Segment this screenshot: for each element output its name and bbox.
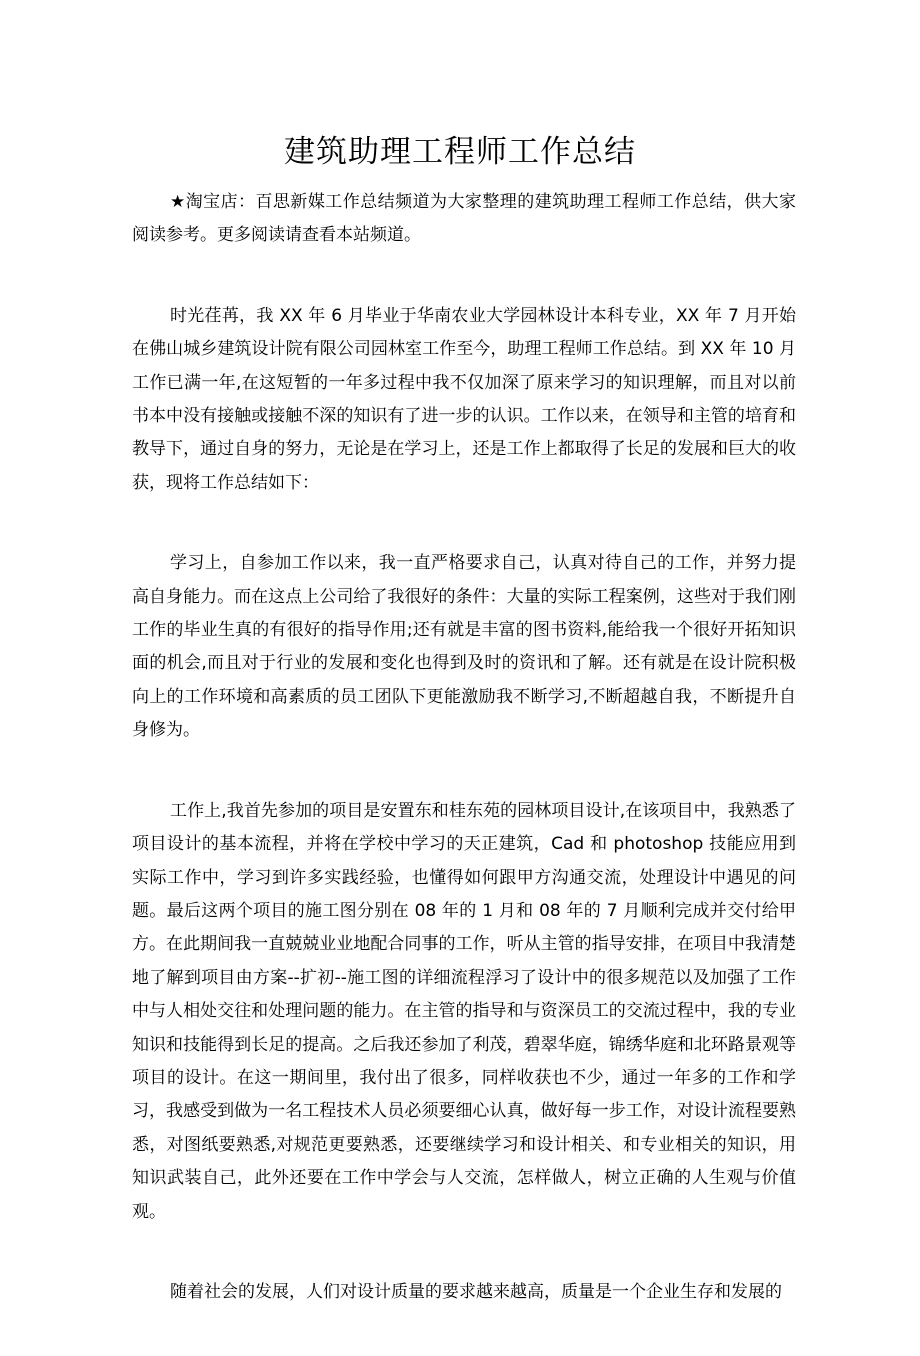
- paragraph-overview: 时光荏苒，我 XX 年 6 月毕业于华南农业大学园林设计本科专业，XX 年 7 月开始在佛山城乡建筑设计院有限公司园林室工作至今，助理工程师工作总结。到 XX 年 10 月工作已满一年,在这短暂的一年多过程中我不仅加深了原来学习的知识理解，而且对以前书本中没有接触或接触不深的知识有了进一步的认识。工作以来，在领导和主管的培育和教导下，通过自身的努力，无论是在学习上，还是工作上都取得了长足的发展和巨大的收获，现将工作总结如下：: [132, 305, 796, 493]
- paragraph-quality: 随着社会的发展，人们对设计质量的要求越来越高，质量是一个企业生存和发展的: [170, 1281, 782, 1302]
- paragraph-study: 学习上，自参加工作以来，我一直严格要求自己，认真对待自己的工作，并努力提高自身能力。而在这点上公司给了我很好的条件：大量的实际工程案例，这些对于我们刚工作的毕业生真的有很好的指导作用;还有就是丰富的图书资料,能给我一个很好开拓知识面的机会,而且对于行业的发展和变化也得到及时的资讯和了解。还有就是在设计院积极向上的工作环境和高素质的员工团队下更能激励我不断学习,不断超越自我，不断提升自身修为。: [132, 553, 796, 741]
- document-body: [132, 186, 796, 1356]
- paragraph-intro: ★淘宝店：百思新媒工作总结频道为大家整理的建筑助理工程师工作总结，供大家阅读参考。更多阅读请查看本站频道。: [132, 192, 796, 246]
- document-title: 建筑助理工程师工作总结: [284, 134, 636, 170]
- paragraph-work: 工作上,我首先参加的项目是安置东和桂东苑的园林项目设计,在该项目中，我熟悉了项目设计的基本流程，并将在学校中学习的天正建筑，Cad 和 photoshop 技能应用到实际工作中，学习到许多实践经验，也懂得如何跟甲方沟通交流，处理设计中遇见的问题。最后这两个项目的施工图分别在 08 年的 1 月和 08 年的 7 月顺利完成并交付给甲方。在此期间我一直兢兢业业地配合同事的工作，听从主管的指导安排，在项目中我清楚地了解到项目由方案--扩初--施工图的详细流程浮习了设计中的很多规范以及加强了工作中与人相处交往和处理问题的能力。在主管的指导和与资深员工的交流过程中，我的专业知识和技能得到长足的提高。之后我还参加了利茂，碧翠华庭，锦绣华庭和北环路景观等项目的设计。在这一期间里，我付出了很多，同样收获也不少，通过一年多的工作和学习，我感受到做为一名工程技术人员必须要细心认真，做好每一步工作，对设计流程要熟悉，对图纸要熟悉,对规范更要熟悉，还要继续学习和设计相关、和专业相关的知识，用知识武装自己，此外还要在工作中学会与人交流，怎样做人，树立正确的人生观与价值观。: [132, 800, 796, 1222]
